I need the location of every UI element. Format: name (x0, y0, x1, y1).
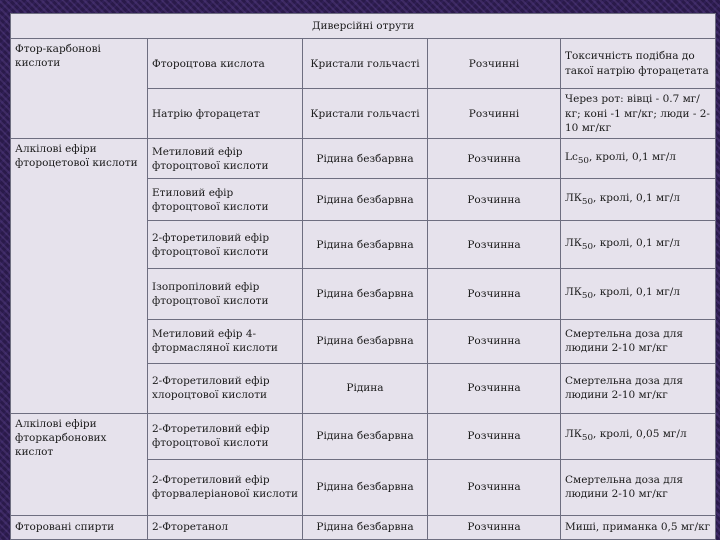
toxicity-cell: $ЛК_{50}$, кролі, 0,1 мг/л (561, 221, 716, 269)
toxicity-cell: $Lc_{50}$, кролі, 0,1 мг/л (561, 139, 716, 179)
state-cell: Рідина безбарвна (303, 319, 428, 363)
table-sheet (10, 13, 715, 540)
substance-name: Метиловий ефір 4-фтормасляної кислоти (148, 319, 303, 363)
substance-name: Натрію фторацетат (148, 89, 303, 139)
table-row (11, 515, 716, 539)
solubility-cell: Розчинна (428, 319, 561, 363)
toxicity-cell: Миші, приманка 0,5 мг/кг (561, 515, 716, 539)
toxicity-cell: $ЛК_{50}$, кролі, 0,1 мг/л (561, 179, 716, 221)
substance-name: Етиловий ефір фтороцтової кислоти (148, 179, 303, 221)
solubility-cell: Розчинна (428, 363, 561, 413)
substance-name: 2-фторетиловий ефір фтороцтової кислоти (148, 221, 303, 269)
solubility-cell: Розчинна (428, 515, 561, 539)
solubility-cell: Розчинна (428, 269, 561, 319)
substance-name: Фтороцтова кислота (148, 39, 303, 89)
substance-name: 2-Фторетиловий ефір фтороцтової кислоти (148, 413, 303, 459)
toxicity-cell: Смертельна доза для людини 2-10 мг/кг (561, 319, 716, 363)
state-cell: Рідина безбарвна (303, 413, 428, 459)
solubility-cell: Розчинна (428, 221, 561, 269)
toxicity-cell: Токсичність подібна до такої натрію фторацетата (561, 39, 716, 89)
toxicity-cell: $ЛК_{50}$, кролі, 0,05 мг/л (561, 413, 716, 459)
poisons-table (10, 13, 716, 540)
toxicity-cell: $ЛК_{50}$, кролі, 0,1 мг/л (561, 269, 716, 319)
state-cell: Рідина (303, 363, 428, 413)
solubility-cell: Розчинна (428, 139, 561, 179)
state-cell: Рідина безбарвна (303, 269, 428, 319)
toxicity-cell: Смертельна доза для людини 2-10 мг/кг (561, 363, 716, 413)
state-cell: Рідина безбарвна (303, 515, 428, 539)
table-row (11, 139, 716, 179)
table-title-row (11, 14, 716, 39)
group-cell: Фторовані спирти (11, 515, 148, 539)
solubility-cell: Розчинні (428, 39, 561, 89)
table-title: Диверсійні отрути (11, 14, 716, 39)
solubility-cell: Розчинна (428, 459, 561, 515)
state-cell: Рідина безбарвна (303, 179, 428, 221)
toxicity-cell: Через рот: вівці - 0.7 мг/кг; коні -1 мг/кг; люди - 2-10 мг/кг (561, 89, 716, 139)
substance-name: 2-Фторетанол (148, 515, 303, 539)
group-cell: Алкілові ефіри фторкарбонових кислот (11, 413, 148, 515)
toxicity-cell: Смертельна доза для людини 2-10 мг/кг (561, 459, 716, 515)
group-cell: Фтор-карбонові кислоти (11, 39, 148, 139)
substance-name: Метиловий ефір фтороцтової кислоти (148, 139, 303, 179)
solubility-cell: Розчинна (428, 179, 561, 221)
group-cell: Алкілові ефіри фтороцетової кислоти (11, 139, 148, 413)
state-cell: Рідина безбарвна (303, 459, 428, 515)
state-cell: Кристали гольчасті (303, 39, 428, 89)
table-row (11, 413, 716, 459)
substance-name: 2-Фторетиловий ефір фторвалеріанової кислоти (148, 459, 303, 515)
solubility-cell: Розчинні (428, 89, 561, 139)
state-cell: Кристали гольчасті (303, 89, 428, 139)
table-row (11, 39, 716, 89)
substance-name: 2-Фторетиловий ефір хлороцтової кислоти (148, 363, 303, 413)
substance-name: Ізопропіловий ефір фтороцтової кислоти (148, 269, 303, 319)
state-cell: Рідина безбарвна (303, 221, 428, 269)
state-cell: Рідина безбарвна (303, 139, 428, 179)
solubility-cell: Розчинна (428, 413, 561, 459)
